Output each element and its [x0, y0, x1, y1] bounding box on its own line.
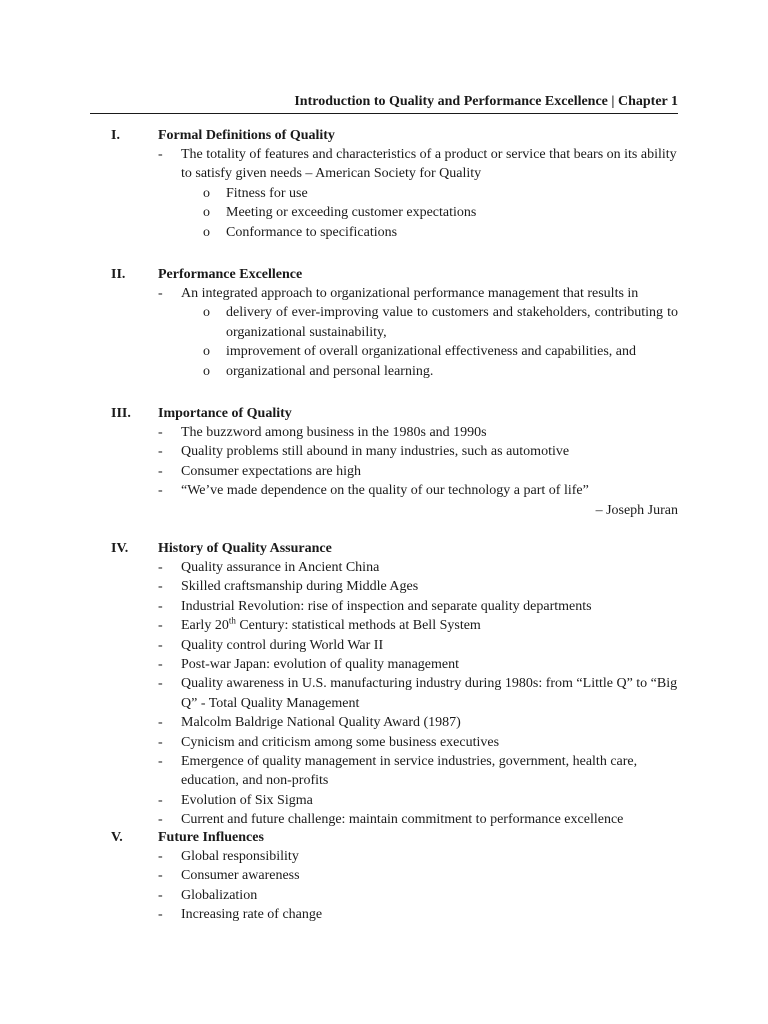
dash-bullet: -	[158, 444, 163, 460]
list-item	[0, 442, 678, 461]
sub-list-item	[0, 203, 678, 222]
list-item	[0, 597, 678, 616]
list-item-text: Increasing rate of change	[181, 907, 323, 923]
section-heading	[0, 265, 768, 284]
section-title: Performance Excellence	[158, 267, 303, 282]
list-item	[0, 752, 678, 791]
list-item	[0, 577, 678, 596]
list-item	[0, 791, 678, 810]
dash-bullet: -	[158, 715, 163, 731]
list-item-text: An integrated approach to organizational performance management that results in	[181, 286, 639, 301]
circle-bullet: o	[203, 344, 210, 360]
quote-attribution: – Joseph Juran	[595, 502, 678, 518]
circle-bullet: o	[203, 205, 210, 221]
sub-list-item-text: delivery of ever-improving value to customers and stakeholders, contributing to organizational sustainability,	[226, 305, 678, 340]
circle-bullet: o	[203, 185, 210, 201]
sub-list-item-text: Fitness for use	[226, 185, 308, 201]
dash-bullet: -	[158, 560, 163, 575]
dash-bullet: -	[158, 734, 163, 750]
sub-list-item	[0, 303, 678, 342]
dash-bullet: -	[158, 887, 163, 903]
section-numeral: III.	[111, 406, 131, 421]
ordinal-superscript: th	[228, 615, 236, 626]
section-history-of-quality-assurance	[0, 539, 768, 830]
quote-text: “We’ve made dependence on the quality of our technology a part of life”	[181, 483, 589, 499]
dash-bullet: -	[158, 637, 163, 653]
circle-bullet: o	[203, 363, 210, 379]
dash-bullet: -	[158, 598, 163, 614]
list-item-text: Consumer awareness	[181, 868, 300, 884]
list-item	[0, 145, 678, 184]
list-item	[0, 810, 678, 829]
dash-bullet: -	[158, 907, 163, 923]
list-item	[0, 423, 678, 442]
dash-bullet: -	[158, 579, 163, 595]
sub-list-item	[0, 184, 678, 203]
section-heading	[0, 404, 768, 423]
section-heading	[0, 828, 768, 847]
list-item	[0, 674, 678, 713]
list-item	[0, 886, 678, 905]
list-item-text: Industrial Revolution: rise of inspection and separate quality departments	[181, 598, 592, 614]
dash-bullet: -	[158, 657, 163, 673]
list-item	[0, 481, 678, 500]
list-item-text: Cynicism and criticism among some business executives	[181, 734, 500, 750]
section-formal-definitions	[0, 126, 768, 242]
list-item	[0, 462, 678, 481]
list-item-text: Skilled craftsmanship during Middle Ages	[181, 579, 419, 595]
section-title: History of Quality Assurance	[158, 541, 332, 556]
list-item-text: Malcolm Baldrige National Quality Award (1987)	[181, 715, 461, 731]
sub-list-item	[0, 342, 678, 361]
list-item-text: Global responsibility	[181, 849, 299, 864]
section-title: Importance of Quality	[158, 406, 292, 421]
dash-bullet: -	[158, 868, 163, 884]
dash-bullet: -	[158, 463, 163, 479]
section-future-influences	[0, 828, 768, 925]
page-header: Introduction to Quality and Performance Excellence | Chapter 1	[90, 93, 678, 114]
list-item	[0, 713, 678, 732]
list-item-text: Quality control during World War II	[181, 637, 384, 653]
section-title: Formal Definitions of Quality	[158, 128, 335, 143]
dash-bullet: -	[158, 676, 163, 692]
dash-bullet: -	[158, 849, 163, 864]
sub-list-item	[0, 223, 678, 242]
section-heading	[0, 539, 768, 558]
sub-list-item-text: improvement of overall organizational effectiveness and capabilities, and	[226, 344, 636, 360]
sub-list-item-text: Conformance to specifications	[226, 224, 398, 240]
list-item	[0, 558, 678, 577]
section-numeral: II.	[111, 267, 126, 282]
list-item-text: Current and future challenge: maintain commitment to performance excellence	[181, 812, 624, 828]
section-heading	[0, 126, 768, 145]
dash-bullet: -	[158, 286, 163, 301]
sub-list-item	[0, 362, 678, 381]
dash-bullet: -	[158, 792, 163, 808]
early-century-prefix: Early 20	[181, 618, 229, 634]
sub-list-item-text: organizational and personal learning.	[226, 363, 434, 379]
circle-bullet: o	[203, 224, 210, 240]
dash-bullet: -	[158, 618, 163, 634]
dash-bullet: -	[158, 147, 163, 162]
section-numeral: V.	[111, 830, 123, 845]
list-item-text: The totality of features and characteristics of a product or service that bears on its ability to satisfy given needs – American Society for Quality	[181, 147, 677, 182]
list-item	[0, 847, 678, 866]
list-item-text: Quality awareness in U.S. manufacturing industry during 1980s: from “Little Q” to “Big Q” - Total Quality Management	[181, 676, 678, 711]
list-item-text: Consumer expectations are high	[181, 463, 362, 479]
list-item	[0, 905, 678, 924]
list-item	[0, 733, 678, 752]
sub-list-item-text: Meeting or exceeding customer expectations	[226, 205, 477, 221]
list-item-text	[181, 615, 481, 634]
section-title: Future Influences	[158, 830, 264, 845]
dash-bullet: -	[158, 812, 163, 828]
dash-bullet: -	[158, 483, 163, 499]
section-numeral: IV.	[111, 541, 129, 556]
early-century-suffix: Century: statistical methods at Bell System	[235, 618, 481, 634]
list-item	[0, 284, 678, 303]
list-item-text: Globalization	[181, 887, 258, 903]
circle-bullet: o	[203, 305, 210, 321]
list-item-text: The buzzword among business in the 1980s and 1990s	[181, 425, 487, 440]
section-numeral: I.	[111, 128, 120, 143]
section-performance-excellence	[0, 265, 768, 381]
dash-bullet: -	[158, 754, 163, 770]
list-item-text: Quality problems still abound in many industries, such as automotive	[181, 444, 570, 460]
list-item	[0, 616, 678, 635]
section-importance-of-quality	[0, 404, 768, 520]
list-item	[0, 655, 678, 674]
list-item	[0, 636, 678, 655]
list-item-text: Post-war Japan: evolution of quality management	[181, 657, 459, 673]
list-item	[0, 866, 678, 885]
list-item-text: Emergence of quality management in service industries, government, health care, education, and non-profits	[181, 754, 638, 789]
dash-bullet: -	[158, 425, 163, 440]
list-item-text: Evolution of Six Sigma	[181, 792, 313, 808]
list-item-text: Quality assurance in Ancient China	[181, 560, 380, 575]
